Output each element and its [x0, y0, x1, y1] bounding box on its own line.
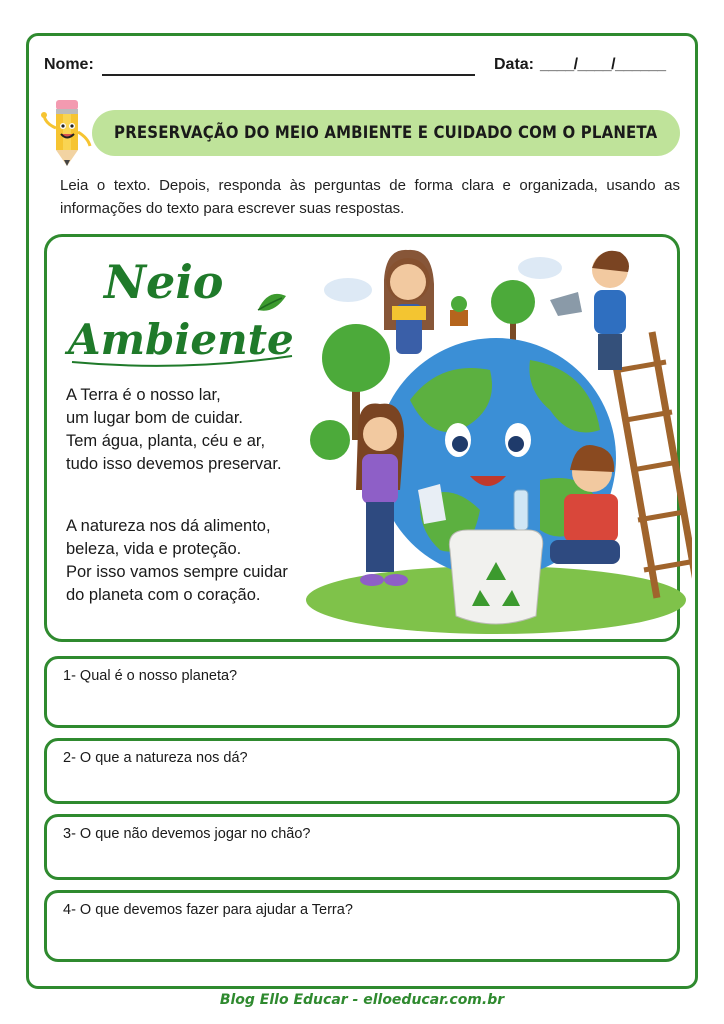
question-3-box[interactable]	[44, 814, 680, 880]
question-1: 1- Qual é o nosso planeta?	[63, 668, 238, 684]
poem-line: do planeta com o coração.	[66, 586, 261, 604]
poem-line: tudo isso devemos preservar.	[66, 455, 282, 473]
question-1-box[interactable]	[44, 656, 680, 728]
question-4-box[interactable]	[44, 890, 680, 962]
poem-stanza-2	[66, 515, 288, 607]
text-heading	[62, 250, 302, 375]
poem-line: Tem água, planta, céu e ar,	[66, 432, 266, 450]
worksheet-title: PRESERVAÇÃO DO MEIO AMBIENTE E CUIDADO COM O PLANETA	[114, 123, 658, 143]
poem-line: A natureza nos dá alimento,	[66, 517, 271, 535]
date-label: Data:	[494, 56, 535, 73]
name-label: Nome:	[44, 56, 94, 73]
poem-line: beleza, vida e proteção.	[66, 540, 242, 558]
title-banner	[92, 110, 680, 156]
heading-line-2: Ambiente	[68, 315, 294, 364]
leaf-icon	[258, 294, 286, 311]
instructions-text: Leia o texto. Depois, responda às perguntas de forma clara e organizada, usando as informações do texto para escrever suas respostas.	[60, 177, 680, 217]
date-field[interactable]: ____/____/______	[540, 56, 666, 73]
question-3: 3- O que não devemos jogar no chão?	[63, 826, 311, 842]
poem-line: Por isso vamos sempre cuidar	[66, 563, 288, 581]
footer-credit: Blog Ello Educar - elloeducar.com.br	[219, 992, 505, 1008]
question-2-box[interactable]	[44, 738, 680, 804]
poem-line: um lugar bom de cuidar.	[66, 409, 244, 427]
earth-kids-illustration	[300, 240, 692, 640]
heading-line-1: Neio	[104, 255, 224, 309]
pencil-mascot-icon	[40, 94, 96, 170]
question-4: 4- O que devemos fazer para ajudar a Terra?	[63, 902, 353, 918]
poem-stanza-1	[66, 384, 282, 476]
poem-line: A Terra é o nosso lar,	[66, 386, 221, 404]
name-field-line[interactable]	[102, 74, 475, 76]
question-2: 2- O que a natureza nos dá?	[63, 750, 248, 766]
